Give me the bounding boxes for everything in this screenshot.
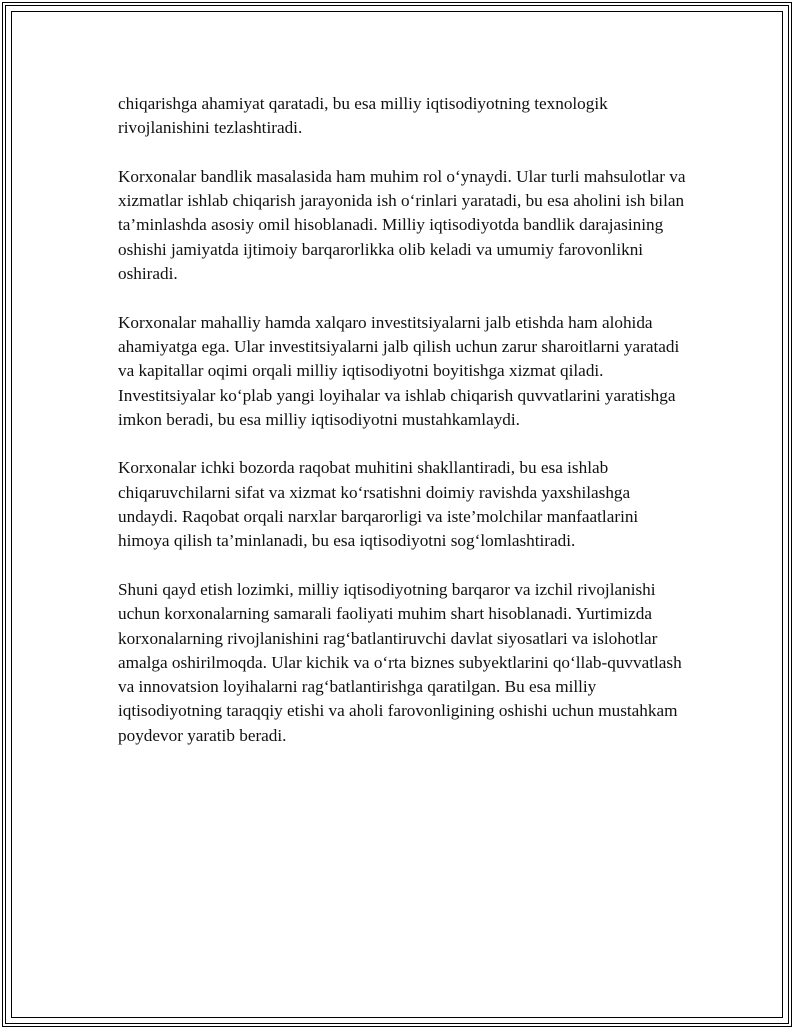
paragraph: Korxonalar ichki bozorda raqobat muhitini shakllantiradi, bu esa ishlab chiqaruvchilarni sifat va xizmat ko‘rsatishni doimiy ravishda yaxshilashga undaydi. Raqobat orqali narxlar barqarorligi va iste’molchilar manfaatlarini himoya qilish ta’minlanadi, bu esa iqtisodiyotni sog‘lomlashtiradi. [118, 458, 639, 551]
paragraph: Korxonalar bandlik masalasida ham muhim rol o‘ynaydi. Ular turli mahsulotlar va xizmatlar ishlab chiqarish jarayonida ish o‘rinlari yaratadi, bu esa aholini ish bilan ta’minlashda asosiy omil hisoblanadi. Milliy iqtisodiyotda bandlik darajasining oshishi jamiyatda ijtimoiy barqarorlikka olib keladi va umumiy farovonlikni oshiradi. [118, 166, 686, 284]
document-body [118, 92, 688, 772]
paragraph: Shuni qayd etish lozimki, milliy iqtisodiyotning barqaror va izchil rivojlanishi uchun korxonalarning samarali faoliyati muhim shart hisoblanadi. Yurtimizda korxonalarning rivojlanishini rag‘batlantiruvchi davlat siyosatlari va islohotlar amalga oshirilmoqda. Ular kichik va o‘rta biznes subyektlarini qo‘llab-quvvatlash va innovatsion loyihalarni rag‘batlantirishga qaratilgan. Bu esa milliy iqtisodiyotning taraqqiy etishi va aholi farovonligining oshishi uchun mustahkam poydevor yaratib beradi. [118, 579, 682, 745]
paragraph: chiqarishga ahamiyat qaratadi, bu esa milliy iqtisodiyotning texnologik rivojlanishini tezlashtiradi. [118, 94, 608, 138]
paragraph: Korxonalar mahalliy hamda xalqaro investitsiyalarni jalb etishda ham alohida ahamiyatga ega. Ular investitsiyalarni jalb qilish uchun zarur sharoitlarni yaratadi va kapitallar oqimi orqali milliy iqtisodiyotni boyitishga xizmat qiladi. Investitsiyalar ko‘plab yangi loyihalar va ishlab chiqarish quvvatlarini yaratishga imkon beradi, bu esa milliy iqtisodiyotni mustahkamlaydi. [118, 312, 680, 429]
